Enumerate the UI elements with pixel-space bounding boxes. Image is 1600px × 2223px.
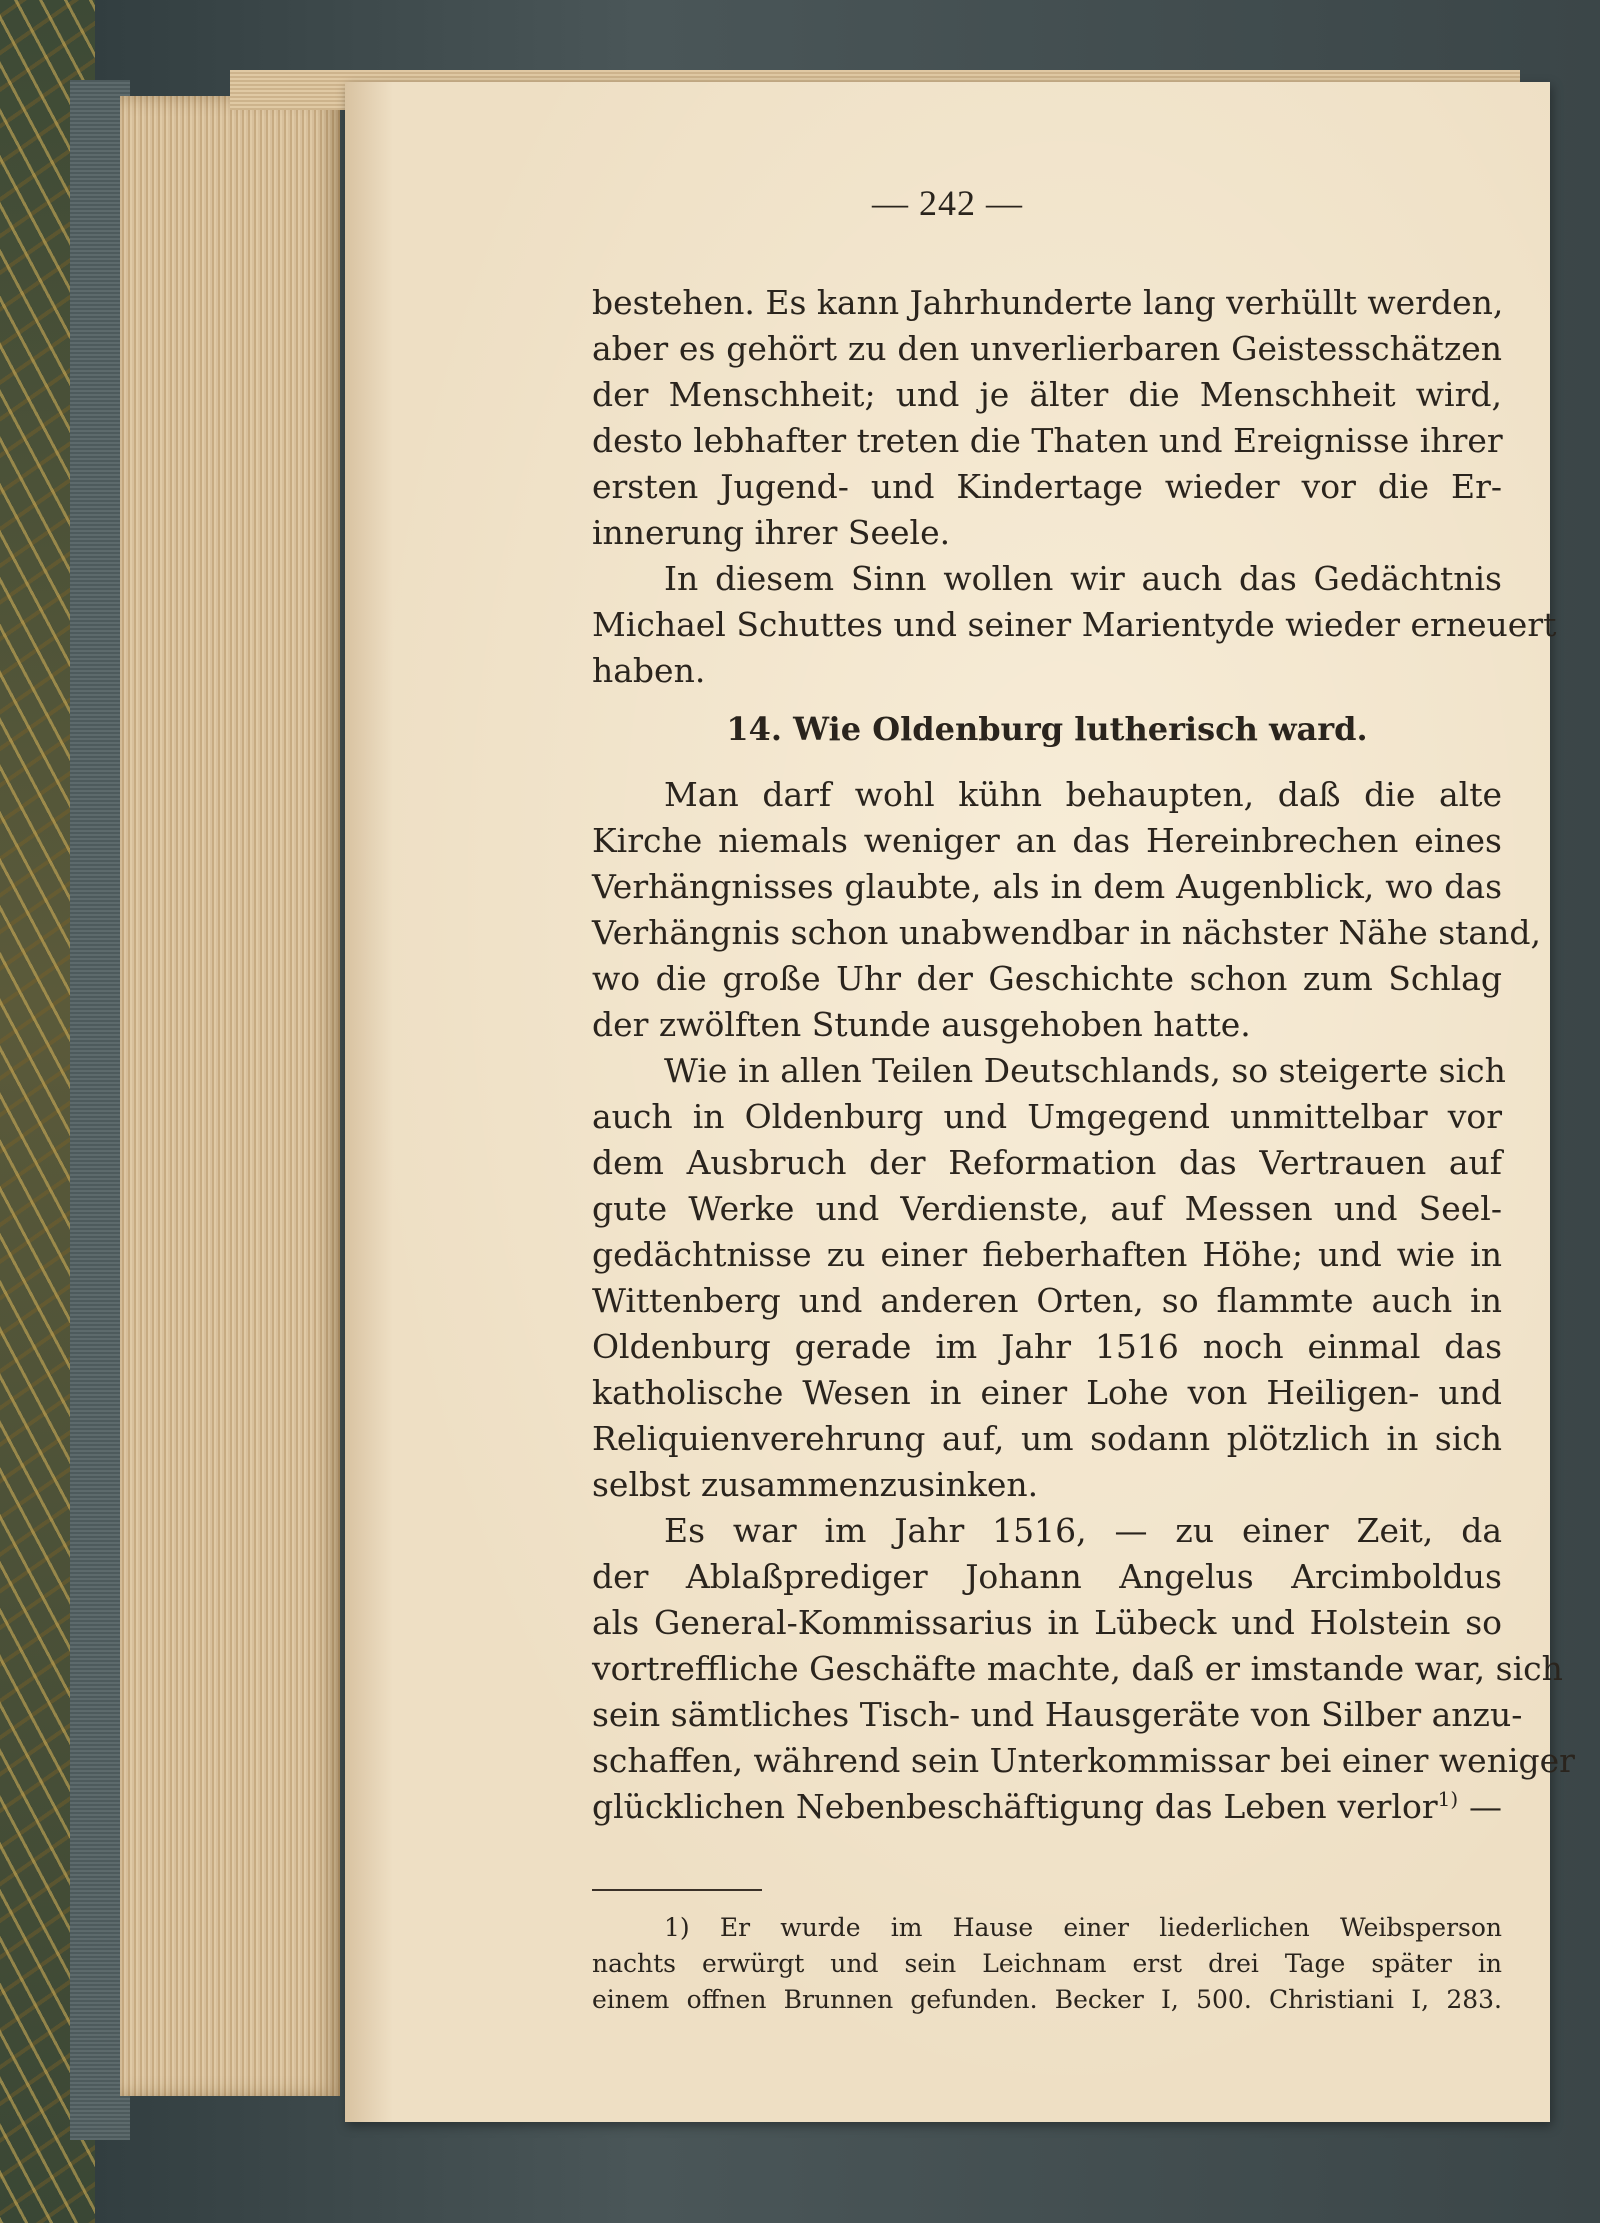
text-line: vortreffliche Geschäfte machte, daß er imstande war, sich [592, 1649, 1563, 1688]
book-page [345, 82, 1575, 2122]
text-line: bestehen. Es kann Jahrhunderte lang verhüllt werden, [592, 283, 1504, 322]
text-line: katholische Wesen in einer Lohe von Heiligen- und [592, 1373, 1502, 1412]
text-line: ersten Jugend- und Kindertage wieder vor die Er- [592, 467, 1502, 506]
text-line: gute Werke und Verdienste, auf Messen und Seel- [592, 1189, 1502, 1228]
footnote-line: einem offnen Brunnen gefunden. Becker I, 500. Christiani I, 283. [592, 1985, 1502, 2014]
text-line: Es war im Jahr 1516, — zu einer Zeit, da [664, 1511, 1502, 1550]
footnote-marker: 1) [1437, 1787, 1459, 1811]
text-line: innerung ihrer Seele. [592, 513, 951, 552]
text-line: Reliquienverehrung auf, um sodann plötzlich in sich [592, 1419, 1502, 1458]
text-line: der Ablaßprediger Johann Angelus Arcimboldus [592, 1557, 1502, 1596]
footnote [592, 1910, 1502, 2018]
body-text [592, 280, 1575, 1830]
text-line: Verhängnis schon unabwendbar in nächster Nähe stand, [592, 913, 1541, 952]
text-line: als General-Kommissarius in Lübeck und Holstein so [592, 1603, 1502, 1642]
text-line: Verhängnisses glaubte, als in dem Augenblick, wo das [592, 867, 1502, 906]
text-line: der Menschheit; und je älter die Menschheit wird, [592, 375, 1502, 414]
text-line: wo die große Uhr der Geschichte schon zum Schlag [592, 959, 1502, 998]
text-line: selbst zusammenzusinken. [592, 1465, 1039, 1504]
footnote-line: nachts erwürgt und sein Leichnam erst drei Tage später in [592, 1949, 1502, 1978]
text-line: Kirche niemals weniger an das Hereinbrechen eines [592, 821, 1502, 860]
footnote-rule [592, 1889, 762, 1891]
text-line: desto lebhafter treten die Thaten und Ereignisse ihrer [592, 421, 1503, 460]
text-line: haben. [592, 651, 706, 690]
text-line: Michael Schuttes und seiner Marientyde wieder erneuert [592, 605, 1557, 644]
text-line: Man darf wohl kühn behaupten, daß die alte [664, 775, 1502, 814]
text-line: aber es gehört zu den unverlierbaren Geistesschätzen [592, 329, 1502, 368]
text-line: Wittenberg und anderen Orten, so flammte auch in [592, 1281, 1502, 1320]
text-line: auch in Oldenburg und Umgegend unmittelbar vor [592, 1097, 1502, 1136]
text-line-main: glücklichen Nebenbeschäftigung das Leben verlor [592, 1787, 1438, 1826]
text-line: gedächtnisse zu einer fieberhaften Höhe; und wie in [592, 1235, 1502, 1274]
text-line: der zwölften Stunde ausgehoben hatte. [592, 1005, 1251, 1044]
text-line: sein sämtliches Tisch- und Hausgeräte von Silber anzu- [592, 1695, 1523, 1734]
page-edges [120, 96, 340, 2096]
text-line: In diesem Sinn wollen wir auch das Gedächtnis [664, 559, 1502, 598]
text-line: Wie in allen Teilen Deutschlands, so steigerte sich [664, 1051, 1506, 1090]
text-line: Oldenburg gerade im Jahr 1516 noch einmal das [592, 1327, 1502, 1366]
text-line-with-footnote [592, 1784, 1502, 1830]
page-number: — 242 — [872, 183, 1023, 223]
text-line: schaffen, während sein Unterkommissar bei einer weniger [592, 1741, 1575, 1780]
dash: — [1469, 1787, 1502, 1826]
footnote-line: 1) Er wurde im Hause einer liederlichen Weibsperson [664, 1913, 1502, 1942]
section-heading: 14. Wie Oldenburg lutherisch ward. [726, 710, 1368, 748]
text-line: dem Ausbruch der Reformation das Vertrauen auf [592, 1143, 1502, 1182]
